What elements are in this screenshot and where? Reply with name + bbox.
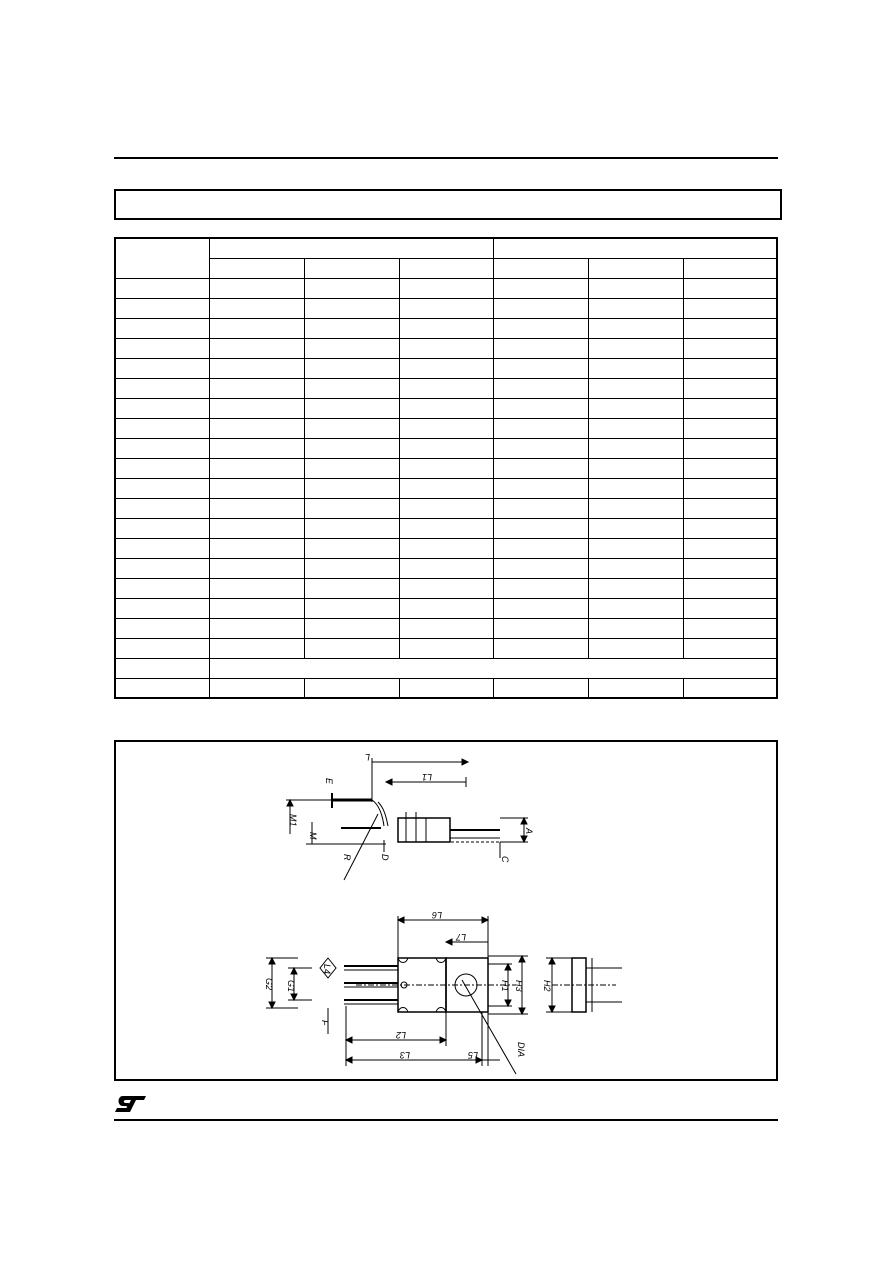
value-cell (683, 278, 777, 298)
value-cell (588, 678, 683, 698)
dim-cell (115, 598, 209, 618)
dim-cell (115, 498, 209, 518)
value-cell (304, 458, 399, 478)
table-row (115, 658, 777, 678)
value-cell (304, 438, 399, 458)
value-cell (304, 318, 399, 338)
value-cell (209, 378, 304, 398)
sub-header (588, 258, 683, 278)
sub-header (683, 258, 777, 278)
table-row (115, 558, 777, 578)
value-cell (493, 378, 588, 398)
table-row (115, 418, 777, 438)
sub-header (399, 258, 493, 278)
table-row (115, 678, 777, 698)
value-cell (588, 598, 683, 618)
label-M: M (308, 832, 318, 840)
value-cell (588, 378, 683, 398)
table-row (115, 498, 777, 518)
value-cell (588, 338, 683, 358)
value-cell (399, 498, 493, 518)
value-cell (209, 578, 304, 598)
value-cell (304, 578, 399, 598)
dim-cell (115, 518, 209, 538)
value-cell (588, 518, 683, 538)
dim-cell (115, 298, 209, 318)
value-cell (493, 458, 588, 478)
label-L6: L6 (431, 910, 442, 920)
value-cell (209, 558, 304, 578)
value-cell (399, 678, 493, 698)
label-DIA: DIA (516, 1042, 526, 1058)
label-A: A (524, 828, 534, 835)
value-cell (399, 478, 493, 498)
value-cell (588, 438, 683, 458)
value-cell (304, 478, 399, 498)
value-cell (209, 498, 304, 518)
inch-group-header (493, 238, 777, 258)
value-cell (493, 298, 588, 318)
value-cell (588, 398, 683, 418)
value-cell (304, 298, 399, 318)
label-L4: L4 (322, 964, 332, 975)
value-cell (399, 598, 493, 618)
dim-cell (115, 278, 209, 298)
value-cell (304, 538, 399, 558)
value-cell (493, 398, 588, 418)
side-view-labels (288, 752, 534, 863)
dim-cell (115, 318, 209, 338)
value-cell (209, 338, 304, 358)
value-cell (683, 338, 777, 358)
table-row (115, 318, 777, 338)
value-cell (683, 558, 777, 578)
label-L2: L2 (395, 1030, 406, 1040)
merged-cell (209, 658, 777, 678)
value-cell (588, 458, 683, 478)
label-L3: L3 (399, 1050, 410, 1060)
table-row (115, 618, 777, 638)
dim-cell (115, 478, 209, 498)
value-cell (399, 278, 493, 298)
sub-header (493, 258, 588, 278)
value-cell (304, 638, 399, 658)
value-cell (683, 398, 777, 418)
value-cell (493, 338, 588, 358)
dim-cell (115, 358, 209, 378)
label-E: E (324, 778, 334, 785)
value-cell (399, 538, 493, 558)
value-cell (209, 298, 304, 318)
value-cell (493, 438, 588, 458)
value-cell (209, 318, 304, 338)
value-cell (209, 638, 304, 658)
top-view (266, 916, 528, 1074)
value-cell (399, 438, 493, 458)
value-cell (399, 298, 493, 318)
value-cell (304, 518, 399, 538)
value-cell (493, 638, 588, 658)
value-cell (399, 398, 493, 418)
value-cell (493, 518, 588, 538)
value-cell (209, 418, 304, 438)
table-row (115, 358, 777, 378)
value-cell (683, 598, 777, 618)
value-cell (683, 318, 777, 338)
table-row (115, 478, 777, 498)
sub-header (304, 258, 399, 278)
value-cell (399, 458, 493, 478)
value-cell (209, 398, 304, 418)
value-cell (493, 418, 588, 438)
side-view (286, 758, 528, 880)
value-cell (683, 618, 777, 638)
table-row (115, 598, 777, 618)
value-cell (304, 678, 399, 698)
value-cell (683, 478, 777, 498)
value-cell (493, 318, 588, 338)
dim-header (115, 238, 209, 278)
value-cell (588, 618, 683, 638)
label-L7: L7 (455, 932, 466, 942)
value-cell (209, 478, 304, 498)
label-H1: H1 (500, 980, 510, 992)
dim-cell (115, 438, 209, 458)
value-cell (683, 418, 777, 438)
dim-cell (115, 558, 209, 578)
value-cell (399, 378, 493, 398)
value-cell (399, 518, 493, 538)
table-row (115, 278, 777, 298)
value-cell (683, 518, 777, 538)
dimension-table (114, 237, 778, 699)
table-row (115, 298, 777, 318)
value-cell (304, 358, 399, 378)
value-cell (588, 298, 683, 318)
value-cell (493, 478, 588, 498)
package-outline-drawing (114, 740, 778, 1081)
value-cell (493, 538, 588, 558)
table-row (115, 338, 777, 358)
dim-cell (115, 418, 209, 438)
value-cell (209, 538, 304, 558)
value-cell (304, 338, 399, 358)
value-cell (683, 458, 777, 478)
value-cell (493, 678, 588, 698)
value-cell (493, 618, 588, 638)
value-cell (209, 438, 304, 458)
value-cell (209, 518, 304, 538)
value-cell (683, 678, 777, 698)
label-G2: G2 (264, 978, 274, 991)
dim-cell (115, 618, 209, 638)
dim-cell (115, 378, 209, 398)
value-cell (399, 618, 493, 638)
top-rule (114, 157, 778, 159)
value-cell (399, 358, 493, 378)
value-cell (683, 498, 777, 518)
value-cell (304, 418, 399, 438)
table-row (115, 538, 777, 558)
dim-cell (115, 638, 209, 658)
value-cell (683, 378, 777, 398)
section-title (114, 189, 782, 220)
value-cell (683, 578, 777, 598)
value-cell (493, 598, 588, 618)
value-cell (304, 498, 399, 518)
value-cell (304, 558, 399, 578)
value-cell (399, 558, 493, 578)
label-L1: L1 (421, 772, 432, 782)
value-cell (209, 598, 304, 618)
value-cell (304, 398, 399, 418)
value-cell (399, 638, 493, 658)
value-cell (493, 578, 588, 598)
dim-cell (115, 398, 209, 418)
value-cell (588, 638, 683, 658)
value-cell (683, 298, 777, 318)
table-row (115, 398, 777, 418)
dim-cell (115, 678, 209, 698)
value-cell (683, 638, 777, 658)
value-cell (588, 478, 683, 498)
dim-cell (115, 458, 209, 478)
sub-header (209, 258, 304, 278)
value-cell (209, 618, 304, 638)
value-cell (209, 278, 304, 298)
value-cell (304, 378, 399, 398)
end-view (546, 958, 622, 1012)
dim-cell (115, 538, 209, 558)
value-cell (304, 278, 399, 298)
value-cell (493, 498, 588, 518)
value-cell (304, 618, 399, 638)
label-H2: H2 (542, 980, 552, 992)
value-cell (683, 438, 777, 458)
value-cell (209, 458, 304, 478)
value-cell (588, 278, 683, 298)
table-row (115, 578, 777, 598)
value-cell (588, 498, 683, 518)
value-cell (588, 538, 683, 558)
label-L5: L5 (467, 1050, 478, 1060)
label-F: F (320, 1020, 330, 1026)
value-cell (304, 598, 399, 618)
dim-cell (115, 338, 209, 358)
mm-group-header (209, 238, 493, 258)
value-cell (209, 358, 304, 378)
label-L: L (364, 752, 370, 762)
value-cell (588, 578, 683, 598)
label-M1: M1 (288, 814, 298, 827)
value-cell (209, 678, 304, 698)
value-cell (493, 358, 588, 378)
value-cell (399, 338, 493, 358)
st-logo (114, 1094, 148, 1114)
table-row (115, 518, 777, 538)
value-cell (493, 278, 588, 298)
table-row (115, 458, 777, 478)
label-G1: G1 (286, 980, 296, 993)
label-D: D (380, 854, 390, 861)
value-cell (399, 578, 493, 598)
value-cell (588, 418, 683, 438)
value-cell (683, 538, 777, 558)
label-H3: H3 (514, 980, 524, 992)
value-cell (588, 358, 683, 378)
value-cell (399, 418, 493, 438)
value-cell (493, 558, 588, 578)
table-row (115, 378, 777, 398)
label-C: C (500, 856, 510, 863)
dim-cell (115, 658, 209, 678)
value-cell (588, 318, 683, 338)
bottom-rule (114, 1119, 778, 1121)
table-row (115, 638, 777, 658)
value-cell (683, 358, 777, 378)
value-cell (399, 318, 493, 338)
value-cell (588, 558, 683, 578)
table-row (115, 438, 777, 458)
dim-cell (115, 578, 209, 598)
label-R: R (342, 854, 352, 861)
